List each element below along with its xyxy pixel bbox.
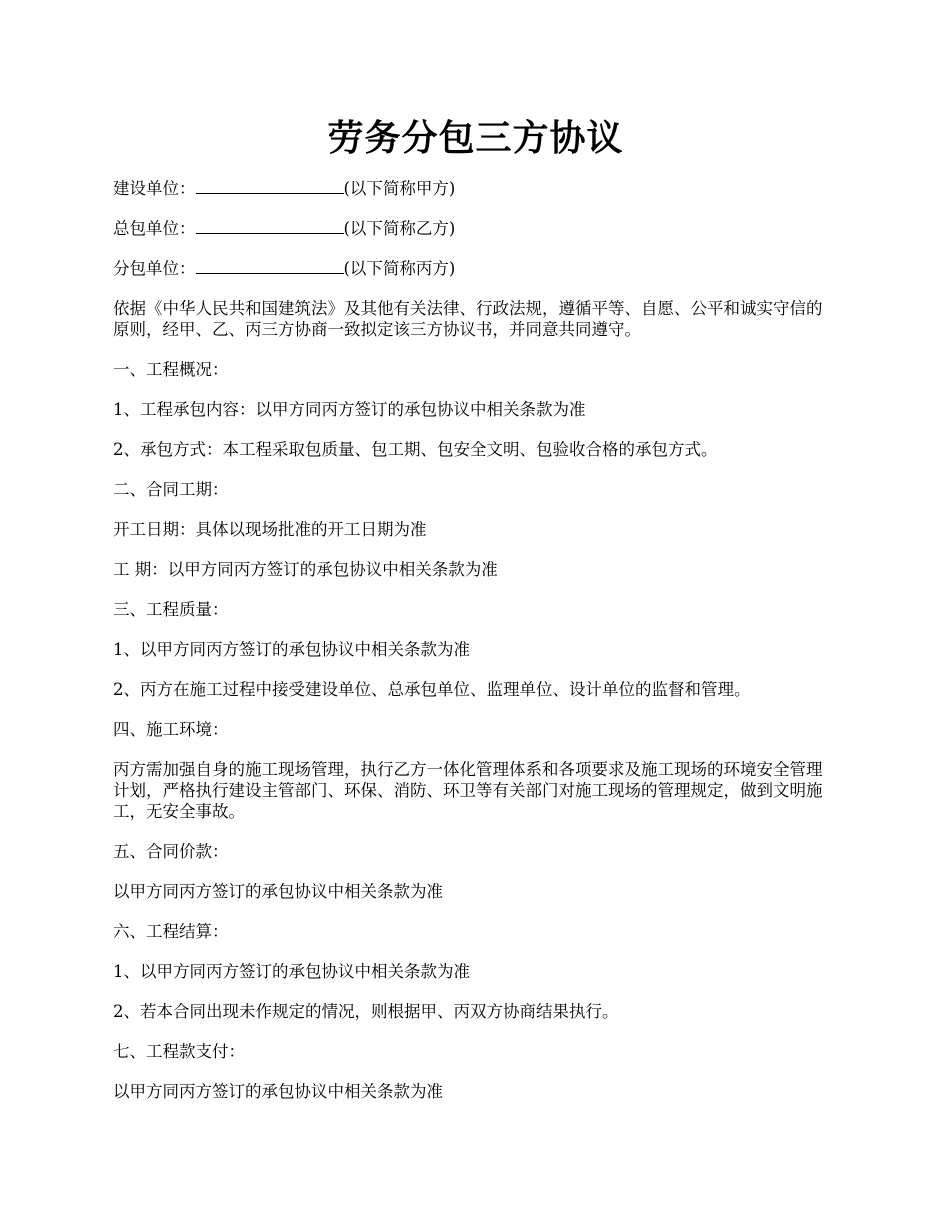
party-label: 建设单位： — [113, 179, 196, 198]
clause-text: 2、承包方式：本工程采取包质量、包工期、包安全文明、包验收合格的承包方式。 — [113, 440, 718, 459]
party-line-general-contractor — [113, 218, 838, 239]
section-heading: 四、施工环境： — [113, 720, 229, 739]
party-line-construction-unit — [113, 178, 838, 199]
clause-text: 以甲方同丙方签订的承包协议中相关条款为准 — [113, 1082, 443, 1101]
party-suffix: (以下简称乙方) — [343, 219, 456, 238]
section-heading: 一、工程概况： — [113, 360, 229, 379]
party-label: 分包单位： — [113, 259, 196, 278]
clause-text: 2、若本合同出现未作规定的情况，则根据甲、丙双方协商结果执行。 — [113, 1002, 619, 1021]
fill-in-blank — [196, 259, 344, 274]
preamble-paragraph: 依据《中华人民共和国建筑法》及其他有关法律、行政法规，遵循平等、自愿、公平和诚实守信的原则，经甲、乙、丙三方协商一致拟定该三方协议书，并同意共同遵守。 — [113, 299, 823, 339]
party-suffix: (以下简称丙方) — [343, 259, 456, 278]
section-heading: 七、工程款支付： — [113, 1042, 245, 1061]
section-heading: 二、合同工期： — [113, 480, 229, 499]
clause-text: 1、以甲方同丙方签订的承包协议中相关条款为准 — [113, 962, 470, 981]
party-suffix: (以下简称甲方) — [343, 179, 456, 198]
clause-text: 1、工程承包内容：以甲方同丙方签订的承包协议中相关条款为准 — [113, 400, 586, 419]
section-heading: 五、合同价款： — [113, 842, 229, 861]
fill-in-blank — [196, 179, 344, 194]
party-label: 总包单位： — [113, 219, 196, 238]
clause-text: 2、丙方在施工过程中接受建设单位、总承包单位、监理单位、设计单位的监督和管理。 — [113, 680, 751, 699]
party-line-subcontractor — [113, 258, 838, 279]
fill-in-blank — [196, 219, 344, 234]
section-heading: 六、工程结算： — [113, 922, 229, 941]
clause-text: 1、以甲方同丙方签订的承包协议中相关条款为准 — [113, 640, 470, 659]
clause-text: 丙方需加强自身的施工现场管理，执行乙方一体化管理体系和各项要求及施工现场的环境安全管理计划，严格执行建设主管部门、环保、消防、环卫等有关部门对施工现场的管理规定，做到文明施工，无安全事故。 — [113, 760, 823, 821]
clause-text: 工 期：以甲方同丙方签订的承包协议中相关条款为准 — [113, 560, 498, 579]
section-heading: 三、工程质量： — [113, 600, 229, 619]
clause-text: 开工日期：具体以现场批准的开工日期为准 — [113, 520, 427, 539]
clause-text: 以甲方同丙方签订的承包协议中相关条款为准 — [113, 882, 443, 901]
document-title: 劳务分包三方协议 — [327, 117, 624, 159]
